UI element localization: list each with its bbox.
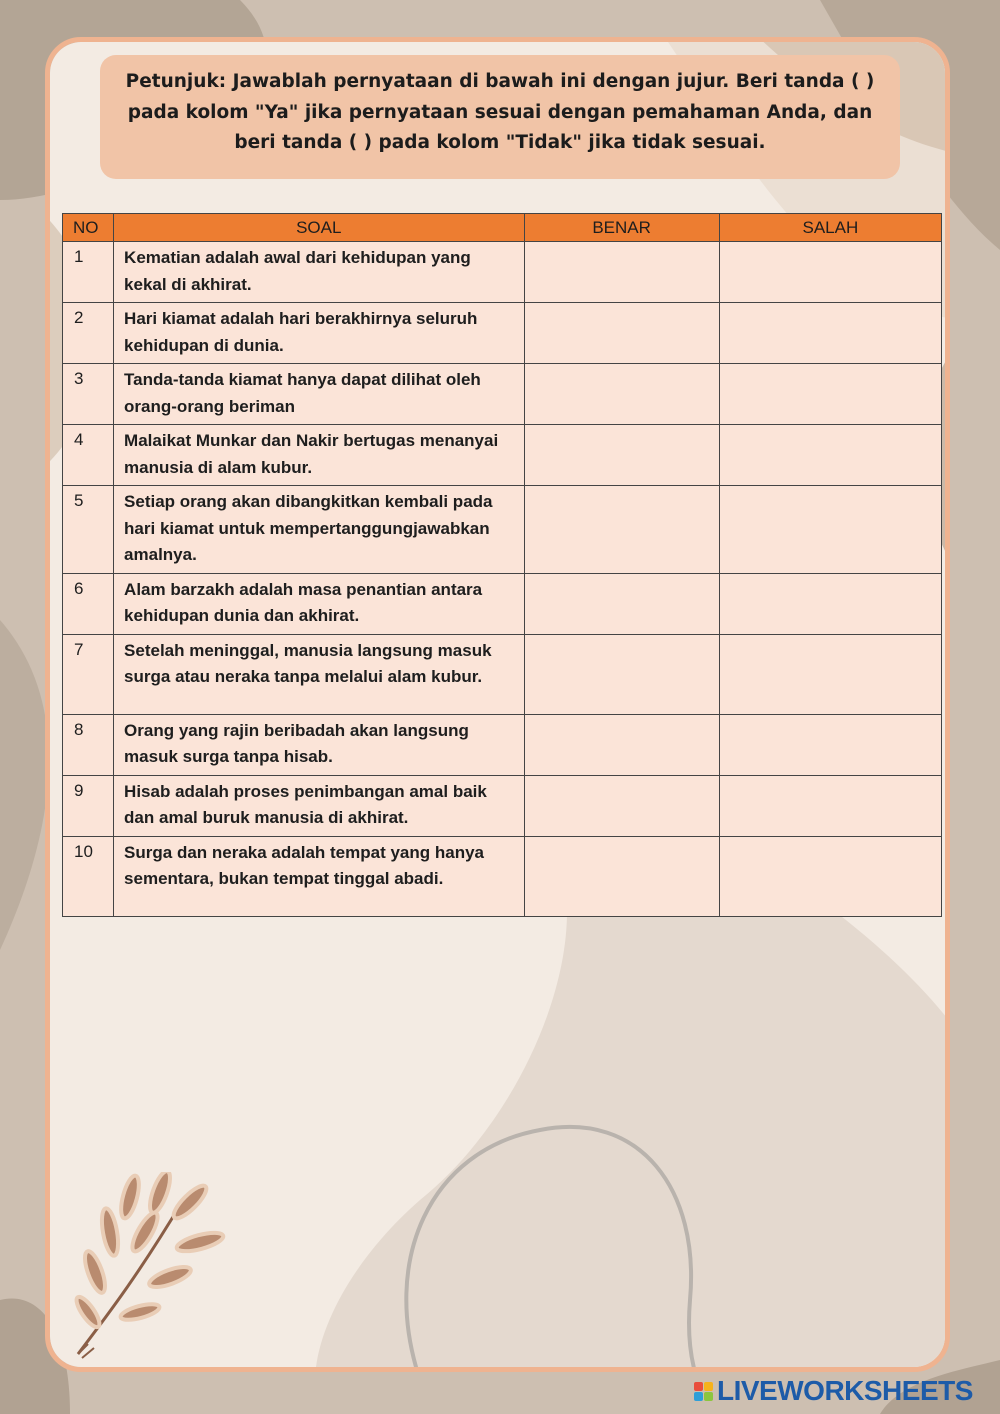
- salah-cell[interactable]: [719, 714, 941, 775]
- salah-cell[interactable]: [719, 364, 941, 425]
- row-number: 10: [63, 836, 114, 916]
- question-text: Surga dan neraka adalah tempat yang hanya sementara, bukan tempat tinggal abadi.: [114, 836, 524, 916]
- table-row: [63, 242, 942, 303]
- row-number: 8: [63, 714, 114, 775]
- question-text: Setelah meninggal, manusia langsung masuk surga atau neraka tanpa melalui alam kubur.: [114, 634, 524, 714]
- question-text: Alam barzakh adalah masa penantian antara kehidupan dunia dan akhirat.: [114, 573, 524, 634]
- row-number: 5: [63, 486, 114, 574]
- liveworksheets-logo[interactable]: [694, 1376, 973, 1406]
- benar-cell[interactable]: [524, 836, 719, 916]
- row-number: 9: [63, 775, 114, 836]
- benar-cell[interactable]: [524, 573, 719, 634]
- salah-cell[interactable]: [719, 242, 941, 303]
- benar-cell[interactable]: [524, 303, 719, 364]
- logo-squares-icon: [694, 1382, 713, 1401]
- benar-cell[interactable]: [524, 242, 719, 303]
- logo-text: LIVEWORKSHEETS: [717, 1375, 973, 1406]
- quiz-table-container: [57, 207, 944, 917]
- benar-cell[interactable]: [524, 486, 719, 574]
- benar-cell[interactable]: [524, 714, 719, 775]
- question-text: Orang yang rajin beribadah akan langsung masuk surga tanpa hisab.: [114, 714, 524, 775]
- salah-cell[interactable]: [719, 775, 941, 836]
- header-soal: SOAL: [114, 214, 524, 242]
- table-row: [63, 573, 942, 634]
- benar-cell[interactable]: [524, 364, 719, 425]
- header-benar: BENAR: [524, 214, 719, 242]
- quiz-table: [62, 213, 942, 917]
- row-number: 6: [63, 573, 114, 634]
- leaf-branch-icon: [70, 1172, 250, 1362]
- row-number: 7: [63, 634, 114, 714]
- table-row: [63, 836, 942, 916]
- instructions-text: Petunjuk: Jawablah pernyataan di bawah ini dengan jujur. Beri tanda ( ) pada kolom "Ya" jika pernyataan sesuai dengan pemahaman Anda, dan beri tanda ( ) pada kolom "Tidak" jika tidak sesuai.: [125, 71, 875, 153]
- question-text: Setiap orang akan dibangkitkan kembali pada hari kiamat untuk mempertanggungjawabkan amalnya.: [114, 486, 524, 574]
- row-number: 4: [63, 425, 114, 486]
- salah-cell[interactable]: [719, 634, 941, 714]
- benar-cell[interactable]: [524, 775, 719, 836]
- benar-cell[interactable]: [524, 425, 719, 486]
- table-header-row: [63, 214, 942, 242]
- row-number: 1: [63, 242, 114, 303]
- table-row: [63, 486, 942, 574]
- table-row: [63, 425, 942, 486]
- question-text: Hari kiamat adalah hari berakhirnya seluruh kehidupan di dunia.: [114, 303, 524, 364]
- salah-cell[interactable]: [719, 303, 941, 364]
- salah-cell[interactable]: [719, 486, 941, 574]
- benar-cell[interactable]: [524, 634, 719, 714]
- table-row: [63, 775, 942, 836]
- table-row: [63, 714, 942, 775]
- row-number: 2: [63, 303, 114, 364]
- salah-cell[interactable]: [719, 425, 941, 486]
- question-text: Tanda-tanda kiamat hanya dapat dilihat oleh orang-orang beriman: [114, 364, 524, 425]
- header-no: NO: [63, 214, 114, 242]
- question-text: Malaikat Munkar dan Nakir bertugas menanyai manusia di alam kubur.: [114, 425, 524, 486]
- table-row: [63, 303, 942, 364]
- instructions-box: [100, 55, 900, 179]
- row-number: 3: [63, 364, 114, 425]
- question-text: Hisab adalah proses penimbangan amal baik dan amal buruk manusia di akhirat.: [114, 775, 524, 836]
- salah-cell[interactable]: [719, 836, 941, 916]
- question-text: Kematian adalah awal dari kehidupan yang kekal di akhirat.: [114, 242, 524, 303]
- table-row: [63, 364, 942, 425]
- salah-cell[interactable]: [719, 573, 941, 634]
- table-row: [63, 634, 942, 714]
- header-salah: SALAH: [719, 214, 941, 242]
